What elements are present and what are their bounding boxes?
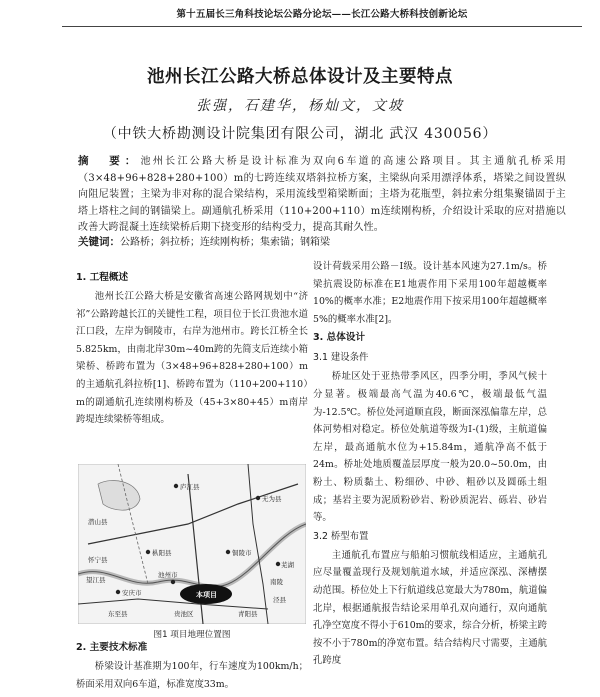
map-label-qianshan: 潜山县	[88, 518, 108, 526]
section-3-2-text: 主通航孔布置应与船舶习惯航线相适应，主通航孔应尽量覆盖现行及规划航道水域，并适应深泓、深槽摆动范围。桥位处上下行航道线总宽最大为780m，航道偏北岸，根据通航报告结论采用单孔双向通行，双向通航孔净空宽度不得小于610m的要求，综合分析，桥梁主跨按不小于780m的净宽布置。结合结构尺寸需要，主通航孔跨度	[313, 549, 547, 667]
section-1-text: 池州长江公路大桥是安徽省高速公路网规划中“济祁”公路跨越长江的关键性工程，项目位于长江贵池水道江口段，左岸为铜陵市，右岸为池州市。跨长江桥全长5.825km，由南北岸30m~40m跨的先简支后连续小箱梁桥、桥跨布置为（3×48+96+828+280+100）m的主通航孔斜拉桥[1]、桥跨布置为（110+200+110）m的副通航孔连续刚构桥及（45+3×80+45）m南岸跨堤连续梁桥等组成。	[76, 291, 308, 426]
section-2-continued: 设计荷载采用公路－Ⅰ级。设计基本风速为27.1m/s。桥梁抗震设防标准在E1地震作用下采用100年超越概率10%的概率水准；E2地震作用下按采用100年超越概率5%的概率水准[2]。	[313, 261, 547, 325]
map-label-zongyang: 枞阳县	[152, 549, 172, 557]
map-label-tongling: 铜陵市	[232, 549, 252, 557]
map-label-wuwei: 无为县	[262, 495, 282, 503]
section-3-1-text: 桥址区处于亚热带季风区，四季分明，季风气候十分显著。极端最高气温为40.6℃，极端最低气温为-12.5℃。桥位处河道顺直段，断面深泓偏靠左岸，总体河势相对稳定。桥位处航道等级为Ⅰ-(1)级，主航道偏左岸，最高通航水位为+15.84m，通航净高不低于24m。桥址处地质覆盖层厚度一般为20.0~50.0m，由粉土、粉质黏土、粉细砂、中砂、粗砂以及圆砾土组成；基岩主要为泥质粉砂岩、粉砂质泥岩、砾岩、砂岩等。	[313, 371, 547, 524]
keywords-text: 公路桥；斜拉桥；连续刚构桥；集索锚；钢箱梁	[120, 237, 330, 248]
map-label-wuhu: 芜湖	[281, 561, 294, 569]
section-3-title: 3. 总体设计	[313, 332, 366, 344]
map-label-huaining: 怀宁县	[88, 556, 108, 564]
paper-title: 池州长江公路大桥总体设计及主要特点	[147, 67, 453, 87]
map-label-guichi: 贵池区	[174, 610, 194, 618]
keywords-label: 关键词：	[78, 236, 120, 248]
left-column	[76, 268, 308, 429]
figure-1-caption: 图1 项目地理位置图	[153, 630, 231, 640]
paper-authors: 张强，石建华，杨灿文，文坡	[196, 98, 404, 114]
section-1-title: 1. 工程概述	[76, 272, 129, 283]
right-column	[313, 258, 547, 670]
keywords	[78, 235, 566, 250]
location-map-figure	[78, 464, 306, 624]
journal-header: 第十五届长三角科技论坛公路分论坛——长江公路大桥科技创新论坛	[62, 5, 582, 27]
section-3-1-title: 3.1 建设条件	[313, 352, 369, 364]
map-label-jingxian: 泾县	[273, 596, 286, 604]
section-2-title: 2. 主要技术标准	[76, 642, 148, 653]
map-label-qingyang: 青阳县	[238, 610, 258, 618]
section-3-2-title: 3.2 桥型布置	[313, 530, 369, 542]
section-2-text: 桥梁设计基准期为100年，行车速度为100km/h；桥面采用双向6车道，标准宽度33m。	[76, 661, 308, 690]
map-label-anqing: 安庆市	[122, 589, 142, 597]
map-label-nanling: 南陵	[270, 578, 283, 586]
map-label-dongzhi: 东至县	[108, 610, 128, 618]
paper-affiliation: （中铁大桥勘测设计院集团有限公司，湖北 武汉 430056）	[102, 126, 498, 142]
location-map	[78, 464, 306, 624]
abstract-text: 池州长江公路大桥是设计标准为双向6车道的高速公路项目。其主通航孔桥采用（3×48+96+828+280+100）m的七跨连续双塔斜拉桥方案，主梁纵向采用漂浮体系，塔梁之间设置纵向阻尼装置；主梁为非对称的混合梁结构，采用流线型箱梁断面；主塔为花瓶型，斜拉索分组集聚锚固于主塔上塔柱之间的钢锚梁上。副通航孔桥采用（110+200+110）m连续刚构桥，介绍设计采取的应对措施以改善大跨混凝土连续梁桥后期下挠变形的结构受力，提高其耐久性。	[78, 156, 566, 234]
map-label-chizhou: 池州市	[158, 571, 178, 579]
abstract	[78, 153, 566, 237]
map-label-project: 本项目	[196, 591, 217, 599]
abstract-label: 摘 要：	[78, 155, 141, 167]
map-label-lujiang: 庐江县	[180, 483, 200, 491]
left-column-bottom	[76, 638, 308, 693]
map-label-wangjiang: 望江县	[86, 576, 106, 584]
